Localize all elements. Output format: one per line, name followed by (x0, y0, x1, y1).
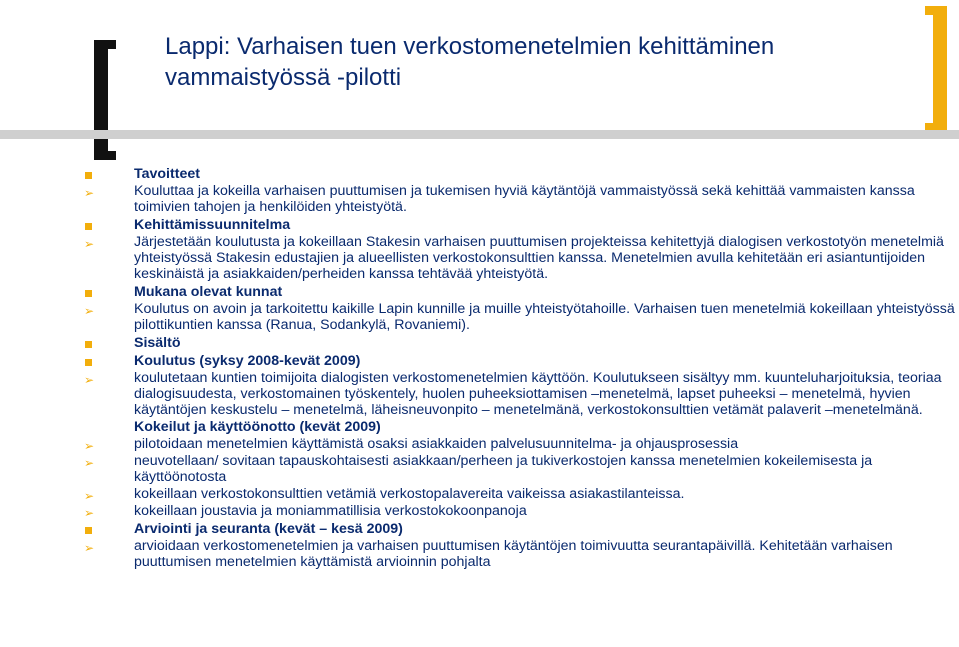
bullet-item (0, 301, 959, 333)
arrow-bullet-icon: ➢ (84, 541, 95, 555)
arrow-bullet-icon: ➢ (84, 186, 95, 200)
arrow-bullet-icon: ➢ (84, 506, 95, 520)
bullet-text: kokeillaan joustavia ja moniammatillisia verkostokokoonpanoja (134, 503, 527, 519)
bullet-item (0, 353, 959, 369)
slide-title: Lappi: Varhaisen tuen verkostomenetelmien kehittäminen vammaistyössä -pilotti (165, 33, 775, 91)
arrow-bullet-icon: ➢ (84, 489, 95, 503)
bullet-item (0, 419, 959, 435)
bullet-text: Tavoitteet (134, 166, 200, 182)
square-bullet-icon (84, 353, 98, 369)
square-bullet-icon (84, 217, 98, 233)
arrow-bullet-icon: ➢ (84, 237, 95, 251)
bullet-text: kokeillaan verkostokonsulttien vetämiä verkostopalavereita vaikeissa asiakastilanteissa. (134, 486, 685, 502)
bullet-item (0, 370, 959, 418)
bullet-text: Kokeilut ja käyttöönotto (kevät 2009) (134, 419, 381, 435)
arrow-bullet-icon: ➢ (84, 456, 95, 470)
square-bullet-icon (84, 521, 98, 537)
bullet-item (0, 453, 959, 485)
bullet-text: pilotoidaan menetelmien käyttämistä osaksi asiakkaiden palvelusuunnitelma- ja ohjausprosessia (134, 436, 739, 452)
bullet-text: Kouluttaa ja kokeilla varhaisen puuttumisen ja tukemisen hyviä käytäntöjä vammaistyössä sekä kehittää vammaisten kanssa toimivien tahojen ja henkilöiden yhteistyötä. (134, 183, 915, 215)
no-bullet (84, 419, 98, 435)
bullet-item (0, 166, 959, 182)
right-bracket-decoration (925, 6, 947, 132)
square-bullet-icon (84, 166, 98, 182)
bullet-text: Kehittämissuunnitelma (134, 217, 291, 233)
bullet-item (0, 538, 959, 570)
bullet-text: koulutetaan kuntien toimijoita dialogisten verkostomenetelmien käyttöön. Koulutukseen sisältyy mm. kuunteluharjoituksia, teoriaa dialogisuudesta, verkostomainen työskentely, huolen puheeksiottamisen –menetelmä, lapset puheeksi – menetelmä, hyvien käytäntöjen keskustelu – menetelmä, läheisneuvonpito – menetelmänä, verkostokonsulttien vetämät palaverit –menetelmänä. (134, 370, 942, 418)
arrow-bullet-icon: ➢ (84, 439, 95, 453)
bullet-text: Sisältö (134, 335, 181, 351)
bullet-item (0, 503, 959, 519)
bullet-item (0, 217, 959, 233)
arrow-bullet-icon: ➢ (84, 304, 95, 318)
bullet-text: Järjestetään koulutusta ja kokeillaan Stakesin varhaisen puuttumisen projekteissa kehitettyjä dialogisen verkostotyön menetelmiä yhteistyössä Stakesin edustajien ja alueellisten verkostokonsulttien kanssa. Menetelmien avulla kehitetään eri asiantuntijoiden keskinäistä ja asiakkaiden/perheiden kanssa tehtävää yhteistyötä. (134, 234, 944, 282)
square-bullet-icon (84, 335, 98, 351)
bullet-item (0, 521, 959, 537)
slide-content (0, 164, 959, 571)
bullet-text: Mukana olevat kunnat (134, 284, 283, 300)
bullet-text: Koulutus (syksy 2008-kevät 2009) (134, 353, 361, 369)
left-bracket-decoration (94, 40, 116, 160)
bullet-text: arvioidaan verkostomenetelmien ja varhaisen puuttumisen käytäntöjen toimivuutta seurantapäivillä. Kehitetään varhaisen puuttumisen menetelmien käyttämistä arvioinnin pohjalta (134, 538, 893, 570)
bullet-item (0, 284, 959, 300)
bullet-item (0, 486, 959, 502)
bullet-text: neuvotellaan/ sovitaan tapauskohtaisesti asiakkaan/perheen ja tukiverkostojen kanssa menetelmien kokeilemisesta ja käyttöönotosta (134, 453, 873, 485)
bullet-text: Arviointi ja seuranta (kevät – kesä 2009) (134, 521, 403, 537)
arrow-bullet-icon: ➢ (84, 373, 95, 387)
bullet-text: Koulutus on avoin ja tarkoitettu kaikille Lapin kunnille ja muille yhteistyötahoille. Varhaisen tuen menetelmiä kokeillaan yhteistyössä pilottikuntien kanssa (Ranua, Sodankylä, Rovaniemi). (134, 301, 955, 333)
square-bullet-icon (84, 284, 98, 300)
bullet-item (0, 234, 959, 282)
bullet-item (0, 183, 959, 215)
title-divider (0, 130, 959, 139)
bullet-item (0, 436, 959, 452)
bullet-item (0, 335, 959, 351)
